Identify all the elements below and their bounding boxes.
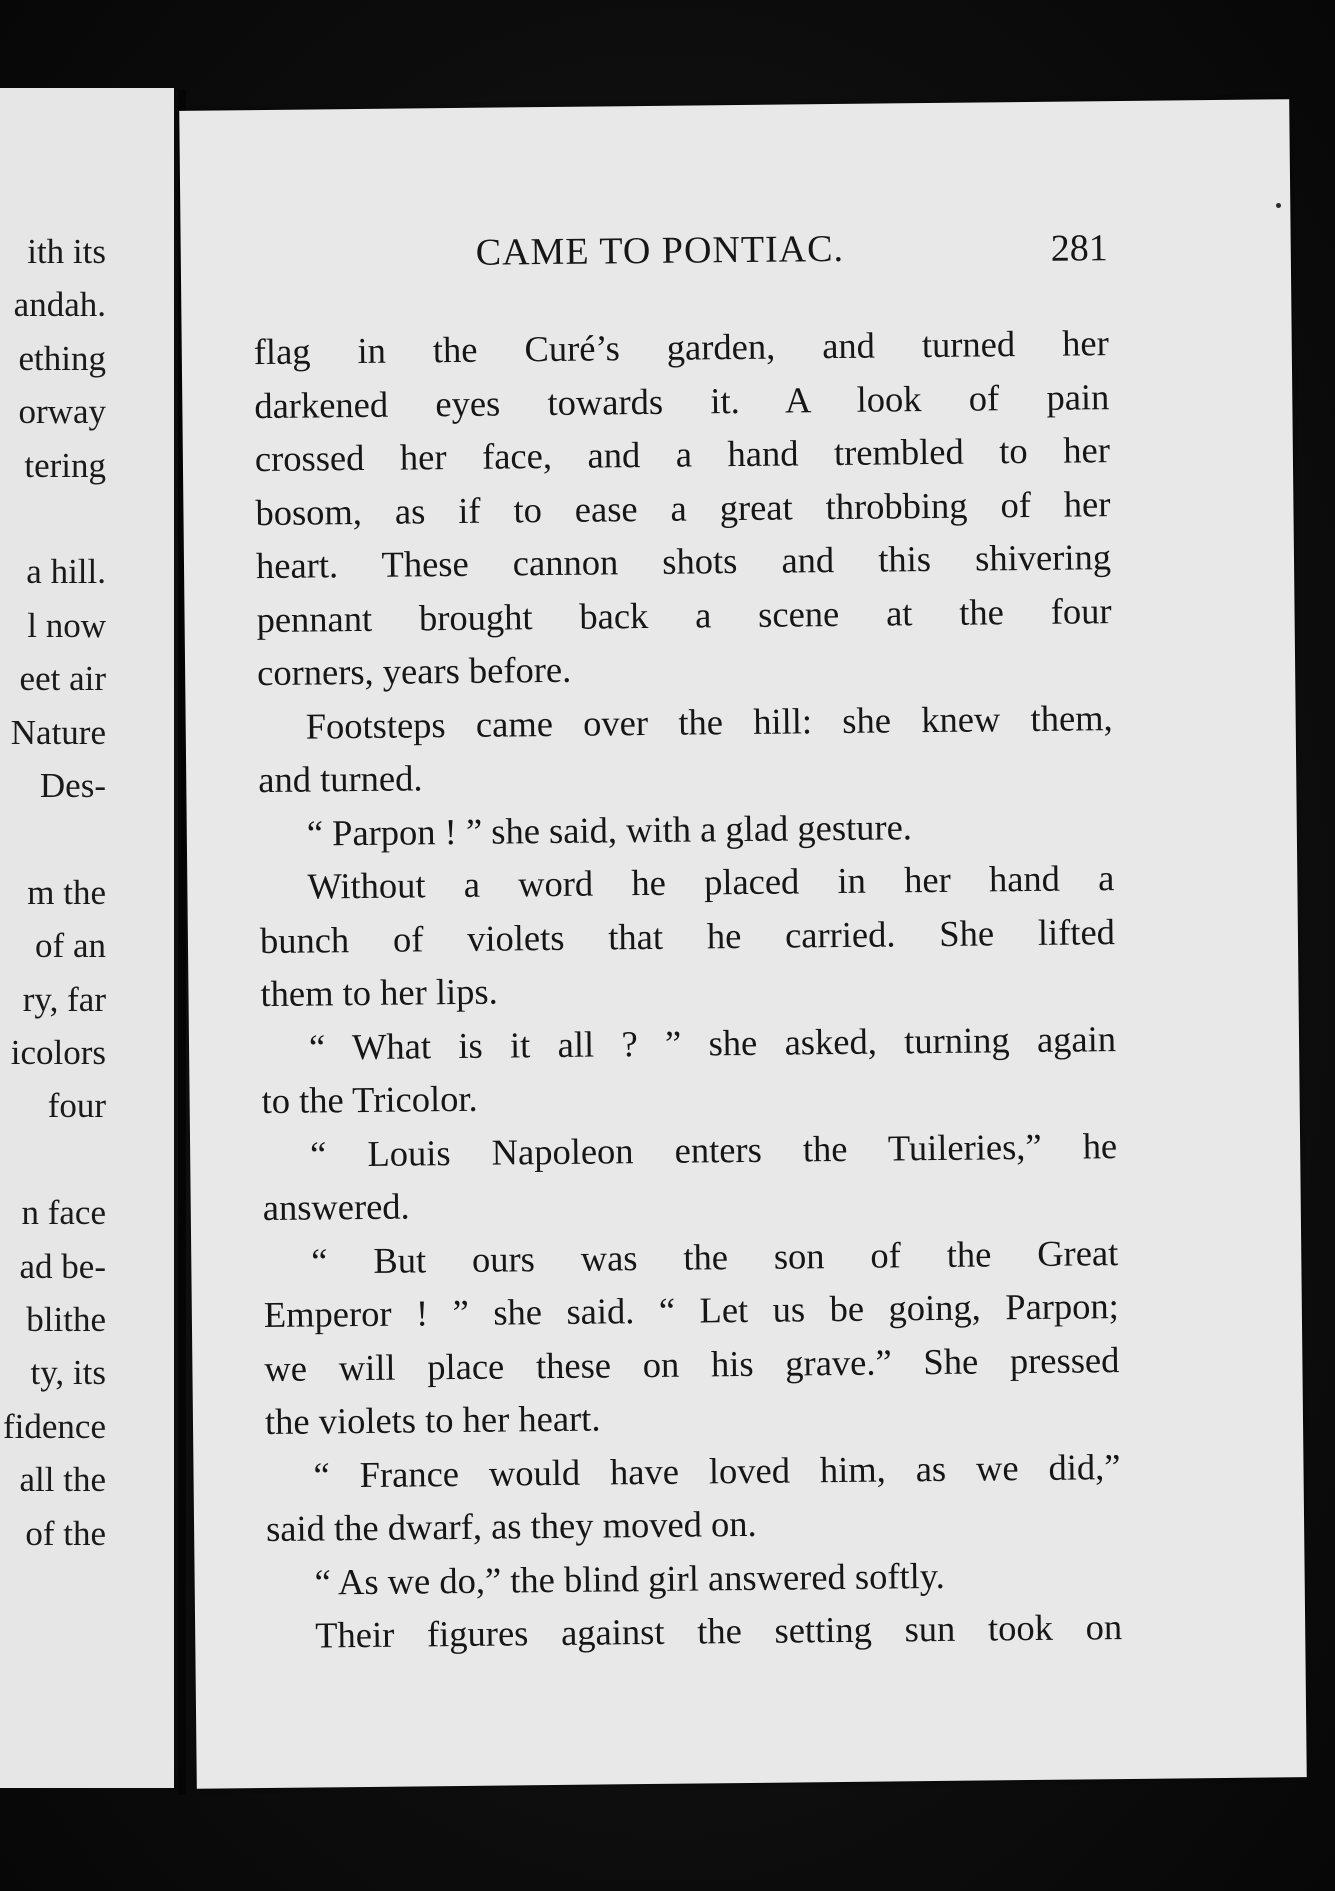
facing-page-line: tering	[24, 445, 106, 485]
text-line: “ As we do,” the blind girl answered softly.	[314, 1554, 946, 1603]
text-line: “ What is it all ? ” she asked, turning again	[308, 1017, 1117, 1068]
facing-page-line: ething	[18, 338, 106, 378]
facing-page-line: eet air	[19, 659, 106, 699]
text-line: Emperor ! ” she said. “ Let us be going, Parpon;	[263, 1285, 1120, 1336]
page-number: 281	[1050, 227, 1108, 270]
text-line: “ But ours was the son of the Great	[311, 1231, 1119, 1282]
text-line: “ Parpon ! ” she said, with a glad gesture.	[306, 805, 913, 854]
facing-page-line: Des-	[39, 766, 106, 805]
text-line: we will place these on his grave.” She pressed	[264, 1338, 1120, 1389]
facing-page-line: icolors	[10, 1033, 106, 1072]
facing-page-line: a hill.	[26, 552, 106, 592]
text-line: Without a word he placed in her hand a	[307, 857, 1115, 907]
text-line: bunch of violets that he carried. She lifted	[259, 910, 1116, 961]
facing-page-line: fidence	[3, 1406, 106, 1446]
text-line: bosom, as if to ease a great throbbing of her	[255, 482, 1111, 533]
text-line: flag in the Curé’s garden, and turned her	[253, 322, 1109, 373]
text-line: them to her lips.	[260, 970, 498, 1015]
facing-page-line: l now	[27, 605, 106, 645]
facing-page-line: of the	[25, 1513, 106, 1553]
facing-page-line: andah.	[13, 285, 106, 325]
text-line: corners, years before.	[256, 648, 572, 694]
text-line: “ Louis Napoleon enters the Tuileries,” he	[309, 1124, 1118, 1175]
text-line: to the Tricolor.	[261, 1077, 478, 1122]
book-page	[179, 99, 1307, 1789]
text-line: Footsteps came over the hill: she knew them,	[305, 696, 1113, 747]
text-line: pennant brought back a scene at the four	[256, 589, 1112, 640]
text-line: darkened eyes towards it. A look of pain	[254, 375, 1110, 426]
facing-page-line: ty, its	[30, 1353, 106, 1393]
text-line: and turned.	[258, 757, 423, 801]
facing-page-line: ad be-	[19, 1246, 106, 1286]
left-facing-page	[0, 88, 174, 1788]
facing-page-line: Nature	[10, 712, 106, 752]
text-line: heart. These cannon shots and this shivering	[255, 536, 1112, 587]
body-text	[253, 316, 1122, 1662]
facing-page-line: ith its	[27, 232, 106, 271]
facing-page-line: orway	[18, 392, 106, 432]
facing-page-line: of an	[35, 926, 106, 966]
running-head: CAME TO PONTIAC.	[475, 227, 845, 274]
text-line: Their figures against the setting sun took on	[314, 1606, 1123, 1656]
facing-page-line: all the	[19, 1460, 106, 1500]
text-line: crossed her face, and a hand trembled to her	[254, 429, 1111, 480]
facing-page-line: blithe	[26, 1300, 106, 1339]
text-line: the violets to her heart.	[264, 1397, 601, 1443]
facing-page-line: four	[47, 1086, 106, 1126]
text-line: answered.	[262, 1185, 410, 1229]
facing-page-line: m the	[27, 872, 106, 912]
facing-page-line: n face	[21, 1193, 106, 1233]
text-line: said the dwarf, as they moved on.	[265, 1502, 757, 1550]
facing-page-line: ry, far	[22, 979, 106, 1019]
text-line: “ France would have loved him, as we did,”	[313, 1445, 1121, 1496]
dust-speck	[1276, 203, 1281, 208]
